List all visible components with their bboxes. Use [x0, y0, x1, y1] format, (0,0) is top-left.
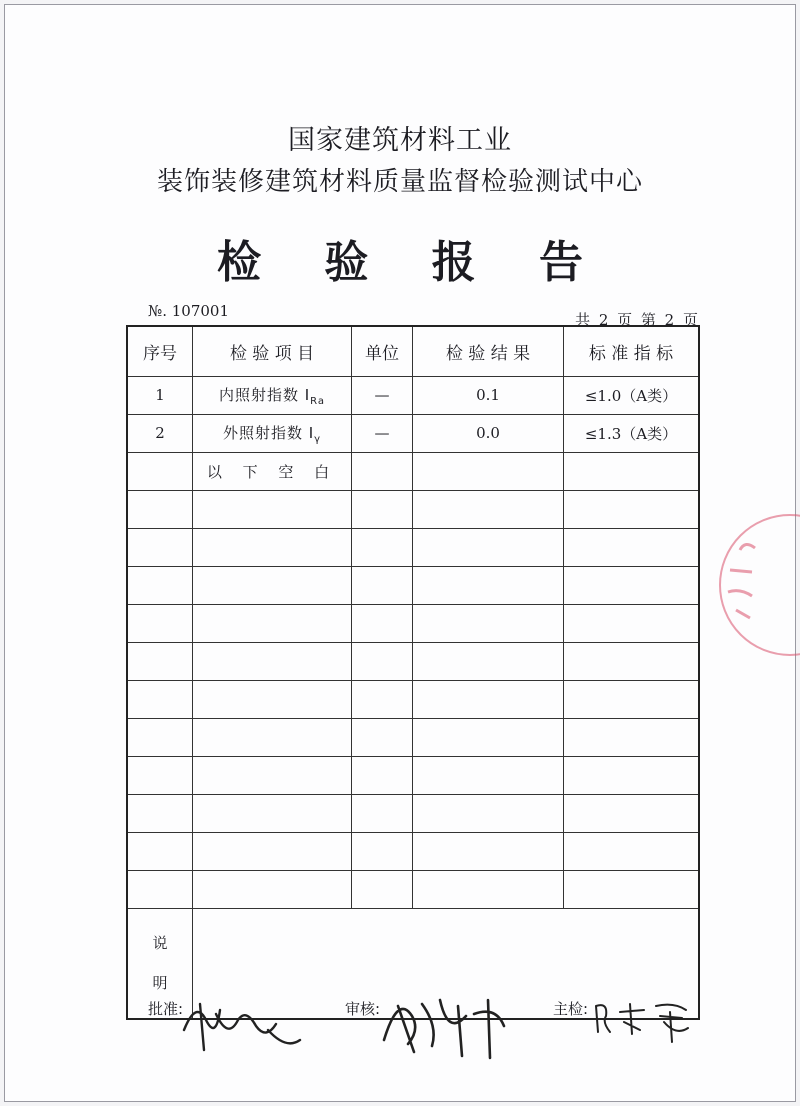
notes-label-char: 明 [152, 974, 168, 993]
row-unit: — [352, 414, 413, 452]
row-item [193, 414, 352, 452]
notes-label-char: 说 [152, 934, 168, 953]
report-number: №. 107001 [148, 302, 229, 320]
row-standard: ≤1.3（A类） [564, 414, 700, 452]
table-row-empty [127, 756, 699, 794]
row-item-text: 内照射指数 I [218, 385, 311, 404]
blank-note: 以 下 空 白 [193, 452, 352, 490]
table-row [127, 414, 699, 452]
row-result: 0.1 [413, 376, 564, 414]
row-standard [564, 452, 700, 490]
row-result: 0.0 [413, 414, 564, 452]
table-row [127, 452, 699, 490]
official-stamp [700, 510, 800, 660]
table-row-empty [127, 642, 699, 680]
table-row-empty [127, 794, 699, 832]
table-row-empty [127, 566, 699, 604]
column-header-standard: 标 准 指 标 [564, 326, 700, 376]
reviewer-label: 审核: [345, 1000, 381, 1018]
row-seq: 1 [127, 376, 193, 414]
inspector-signature [590, 992, 700, 1052]
report-title: 检 验 报 告 [217, 237, 607, 288]
signature-area [0, 990, 800, 1070]
column-header-seq: 序号 [127, 326, 193, 376]
column-header-item: 检 验 项 目 [193, 326, 352, 376]
table-row-empty [127, 490, 699, 528]
inspector-label: 主检: [553, 1000, 589, 1018]
row-item-subscript: Ra [310, 395, 326, 407]
org-name-line1: 国家建筑材料工业 [288, 125, 512, 156]
row-seq [127, 452, 193, 490]
column-header-result: 检 验 结 果 [413, 326, 564, 376]
row-standard: ≤1.0（A类） [564, 376, 700, 414]
inspection-table [126, 325, 700, 1020]
table-header-row [127, 326, 699, 376]
approver-label: 批准: [148, 1000, 184, 1018]
column-header-unit: 单位 [352, 326, 413, 376]
page-info: 共 2 页 第 2 页 [575, 311, 700, 329]
table-row-empty [127, 680, 699, 718]
row-item-subscript: γ [314, 433, 322, 445]
org-name-line2: 装饰装修建筑材料质量监督检验测试中心 [156, 167, 643, 197]
table-row [127, 376, 699, 414]
table-row-empty [127, 832, 699, 870]
row-seq: 2 [127, 414, 193, 452]
reviewer-signature [378, 986, 528, 1066]
row-item-text: 外照射指数 I [222, 423, 315, 442]
row-unit: — [352, 376, 413, 414]
table-row-empty [127, 528, 699, 566]
row-item [193, 376, 352, 414]
row-unit [352, 452, 413, 490]
table-row-empty [127, 604, 699, 642]
row-result [413, 452, 564, 490]
table-row-empty [127, 870, 699, 908]
approver-signature [176, 990, 306, 1060]
table-row-empty [127, 718, 699, 756]
